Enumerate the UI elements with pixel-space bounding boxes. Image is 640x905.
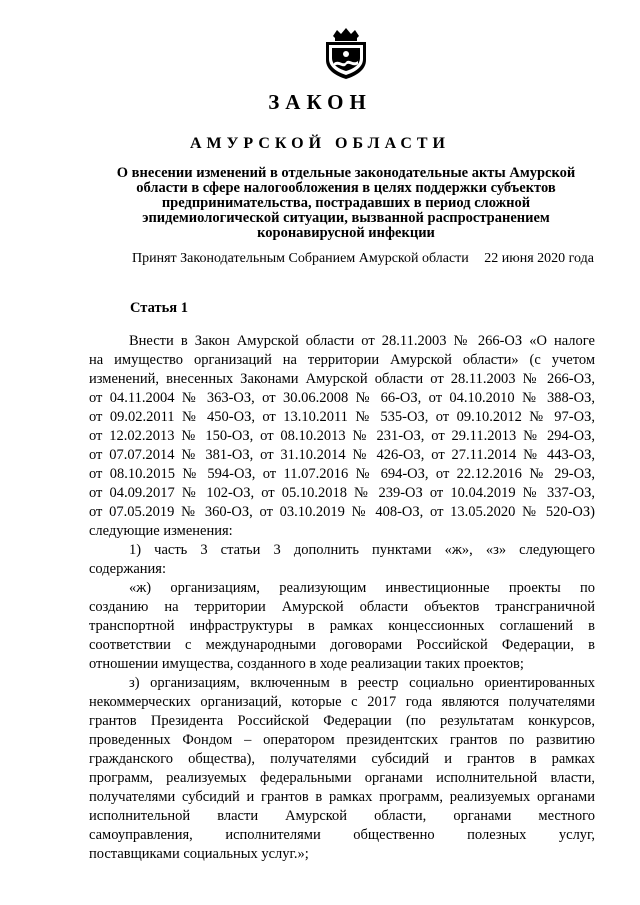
heading-line: О внесении изменений в отдельные законодательные акты Амурской: [116, 165, 576, 181]
text-line: программ, реализуемых федеральными органами исполнительной власти,: [89, 770, 595, 786]
text-line: получателями субсидий и грантов в рамках программ, реализуемых органами: [89, 789, 595, 805]
heading-line: эпидемиологической ситуации, вызванной распространением: [142, 210, 550, 226]
coat-of-arms-icon: [321, 26, 371, 80]
text-line: от 07.05.2019 № 360-ОЗ, от 03.10.2019 № 408-ОЗ, от 13.05.2020 № 520-ОЗ): [89, 504, 595, 520]
text-line: «ж) организациям, реализующим инвестиционные проекты по: [129, 580, 595, 596]
heading-line: коронавирусной инфекции: [257, 225, 435, 241]
text-line: следующие изменения:: [89, 523, 233, 539]
text-line: 1) часть 3 статьи 3 дополнить пунктами «ж», «з» следующего: [129, 542, 595, 558]
text-line: отношении имущества, созданного в ходе реализации таких проектов;: [89, 656, 524, 672]
law-heading: [96, 166, 596, 241]
article-body: [89, 332, 595, 864]
text-line: соответствии с международными договорами Российской Федерации, в: [89, 637, 595, 653]
paragraph: [89, 674, 595, 864]
text-line: самоуправления, исполнителями общественно полезных услуг,: [89, 827, 595, 843]
text-line: некоммерческих организаций, которые с 2017 года являются получателями: [89, 694, 595, 710]
text-line: проведенных Фондом – оператором президентских грантов по развитию: [89, 732, 595, 748]
text-line: содержания:: [89, 561, 167, 577]
text-line: изменений, внесенных Законами Амурской области от 28.11.2003 № 266-ОЗ,: [89, 371, 595, 387]
text-line: от 12.02.2013 № 150-ОЗ, от 08.10.2013 № 231-ОЗ, от 29.11.2013 № 294-ОЗ,: [89, 428, 595, 444]
document-title: ЗАКОН: [268, 90, 372, 114]
text-line: от 07.07.2014 № 381-ОЗ, от 31.10.2014 № 426-ОЗ, от 27.11.2014 № 443-ОЗ,: [89, 447, 595, 463]
adopted-date: 22 июня 2020 года: [484, 251, 594, 266]
paragraph: [89, 332, 595, 541]
text-line: от 09.02.2011 № 450-ОЗ, от 13.10.2011 № 535-ОЗ, от 09.10.2012 № 97-ОЗ,: [89, 409, 595, 425]
text-line: з) организациям, включенным в реестр социально ориентированных: [129, 675, 595, 691]
heading-line: предпринимательства, пострадавших в период сложной: [161, 195, 531, 211]
text-line: на имущество организаций на территории Амурской области» (с учетом: [89, 352, 595, 368]
paragraph: [89, 541, 595, 579]
text-line: гражданского общества), получателями субсидий и грантов в рамках: [89, 751, 595, 767]
heading-line: области в сфере налогообложения в целях поддержки субъектов: [136, 180, 556, 196]
text-line: исполнительной власти Амурской области, органами местного: [89, 808, 595, 824]
article-title: Статья 1: [130, 300, 188, 316]
text-line: от 04.11.2004 № 363-ОЗ, от 30.06.2008 № 66-ОЗ, от 04.10.2010 № 388-ОЗ,: [89, 390, 595, 406]
text-line: грантов Президента Российской Федерации (по результатам конкурсов,: [89, 713, 595, 729]
text-line: поставщиками социальных услуг.»;: [89, 846, 309, 862]
region-name: АМУРСКОЙ ОБЛАСТИ: [190, 135, 450, 152]
text-line: от 04.09.2017 № 102-ОЗ, от 05.10.2018 № 239-ОЗ от 10.04.2019 № 337-ОЗ,: [89, 485, 595, 501]
text-line: транспортной инфраструктуры в рамках концессионных соглашений в: [89, 618, 595, 634]
paragraph: [89, 579, 595, 674]
text-line: созданию на территории Амурской области объектов трансграничной: [89, 599, 595, 615]
text-line: Внести в Закон Амурской области от 28.11.2003 № 266-ОЗ «О налоге: [129, 333, 595, 349]
text-line: от 08.10.2015 № 594-ОЗ, от 11.07.2016 № 694-ОЗ, от 22.12.2016 № 29-ОЗ,: [89, 466, 595, 482]
adopted-by: Принят Законодательным Собранием Амурской области: [132, 251, 469, 266]
